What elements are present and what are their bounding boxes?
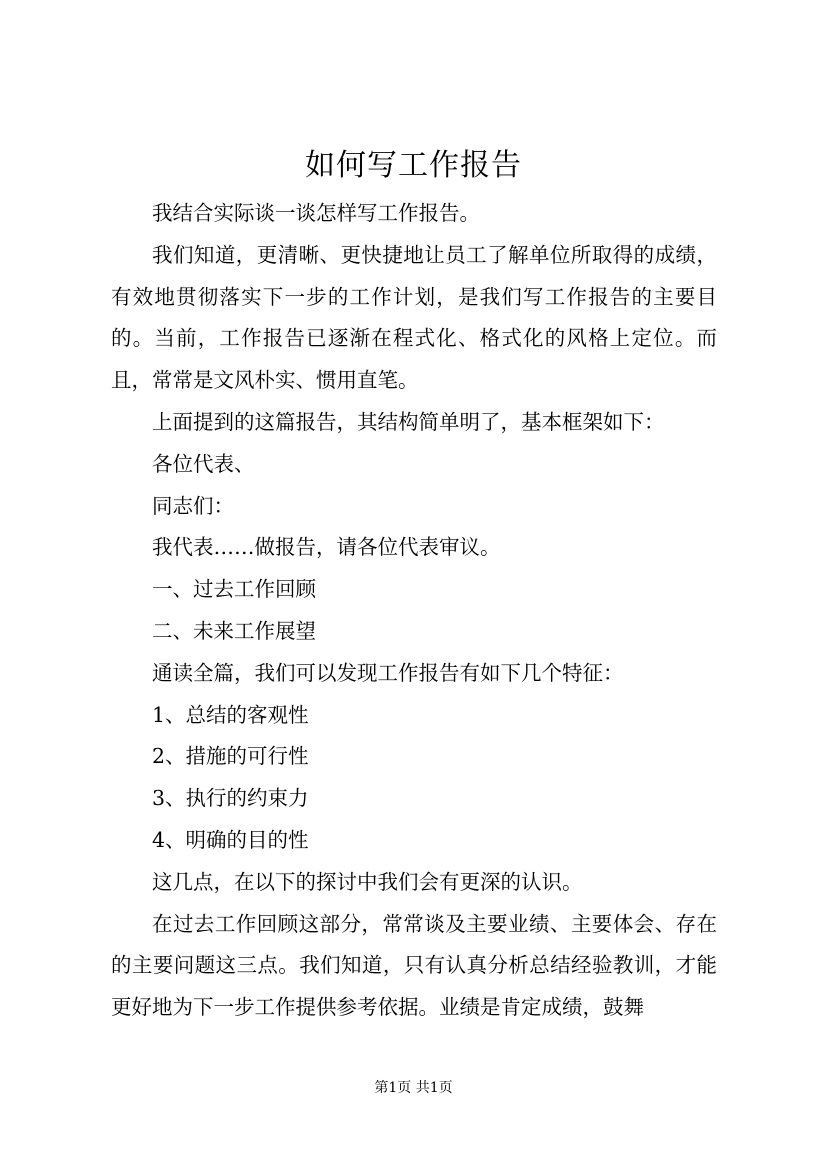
section-heading: 二、未来工作展望 (152, 618, 316, 643)
list-item: 4、明确的目的性 (152, 827, 309, 852)
paragraph: 通读全篇，我们可以发现工作报告有如下几个特征： (152, 660, 624, 685)
document-title: 如何写工作报告 (305, 148, 522, 183)
paragraph: 我结合实际谈一谈怎样写工作报告。 (152, 201, 480, 225)
paragraph: 上面提到的这篇报告，其结构简单明了，基本框架如下： (152, 409, 665, 434)
paragraph: 我代表……做报告，请各位代表审议。 (152, 535, 501, 560)
page-footer: 第1页 共1页 (374, 1080, 453, 1096)
paragraph: 我们知道，更清晰、更快捷地让员工了解单位所取得的成绩，有效地贯彻落实下一步的工作计划，是我们写工作报告的主要目的。当前，工作报告已逐渐在程式化、格式化的风格上定位。而且，常常是文风朴实、惯用直笔。 (111, 242, 717, 393)
salutation-line: 同志们： (152, 493, 234, 518)
salutation-line: 各位代表、 (152, 451, 255, 476)
list-item: 2、措施的可行性 (152, 744, 309, 769)
paragraph: 这几点，在以下的探讨中我们会有更深的认识。 (152, 869, 583, 894)
document-body (111, 193, 717, 1029)
section-heading: 一、过去工作回顾 (152, 577, 316, 602)
paragraph: 在过去工作回顾这部分，常常谈及主要业绩、主要体会、存在的主要问题这三点。我们知道，只有认真分析总结经验教训，才能更好地为下一步工作提供参考依据。业绩是肯定成绩，鼓舞 (111, 911, 717, 1020)
list-item: 1、总结的客观性 (152, 702, 309, 727)
list-item: 3、执行的约束力 (152, 786, 309, 811)
